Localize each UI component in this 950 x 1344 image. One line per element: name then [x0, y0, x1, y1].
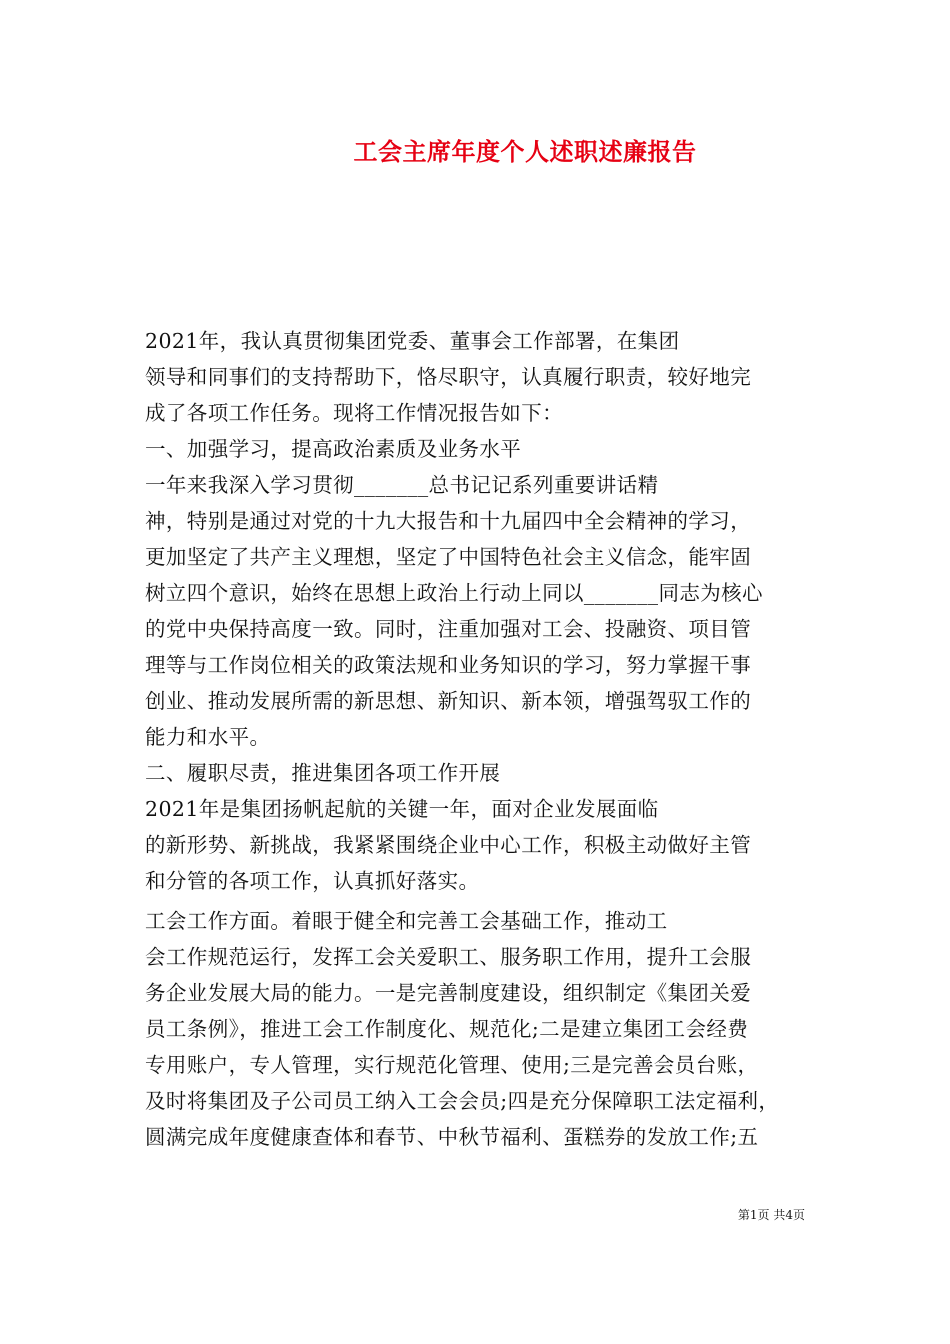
document-body	[145, 323, 815, 1155]
body-line: 的新形势、新挑战，我紧紧围绕企业中心工作，积极主动做好主管	[145, 833, 752, 857]
page-number-footer: 第1页 共4页	[737, 1208, 805, 1222]
body-line: 员工条例》，推进工会工作制度化、规范化;二是建立集团工会经费	[145, 1017, 749, 1041]
body-line: 成了各项工作任务。现将工作情况报告如下：	[145, 401, 563, 425]
body-line: 会工作规范运行，发挥工会关爱职工、服务职工作用，提升工会服	[145, 945, 752, 969]
body-line: 2021年是集团扬帆起航的关键一年，面对企业发展面临	[145, 797, 659, 821]
body-line: 领导和同事们的支持帮助下，恪尽职守，认真履行职责，较好地完	[145, 365, 752, 389]
section-heading: 二、履职尽责，推进集团各项工作开展	[145, 761, 501, 785]
body-line: 神，特别是通过对党的十九大报告和十九届四中全会精神的学习，	[145, 509, 752, 533]
body-line: 一年来我深入学习贯彻_______总书记记系列重要讲话精	[145, 473, 659, 497]
document-title: 工会主席年度个人述职述廉报告	[353, 137, 697, 166]
body-line: 创业、推动发展所需的新思想、新知识、新本领，增强驾驭工作的	[145, 689, 752, 713]
body-line: 工会工作方面。着眼于健全和完善工会基础工作，推动工	[145, 909, 668, 933]
body-line: 务企业发展大局的能力。一是完善制度建设，组织制定《集团关爱	[145, 981, 752, 1005]
body-line: 和分管的各项工作，认真抓好落实。	[145, 869, 480, 893]
body-line: 圆满完成年度健康查体和春节、中秋节福利、蛋糕券的发放工作;五	[145, 1125, 759, 1149]
body-line: 及时将集团及子公司员工纳入工会会员;四是充分保障职工法定福利，	[145, 1089, 780, 1113]
body-line: 专用账户，专人管理，实行规范化管理、使用;三是完善会员台账，	[145, 1053, 759, 1077]
body-line: 树立四个意识，始终在思想上政治上行动上同以_______同志为核心	[145, 581, 763, 605]
body-line: 能力和水平。	[145, 725, 271, 749]
body-line: 更加坚定了共产主义理想，坚定了中国特色社会主义信念，能牢固	[145, 545, 752, 569]
body-line: 2021年，我认真贯彻集团党委、董事会工作部署，在集团	[145, 329, 680, 353]
body-line: 理等与工作岗位相关的政策法规和业务知识的学习，努力掌握干事	[145, 653, 752, 677]
body-line: 的党中央保持高度一致。同时，注重加强对工会、投融资、项目管	[145, 617, 752, 641]
section-heading: 一、加强学习，提高政治素质及业务水平	[145, 437, 522, 461]
